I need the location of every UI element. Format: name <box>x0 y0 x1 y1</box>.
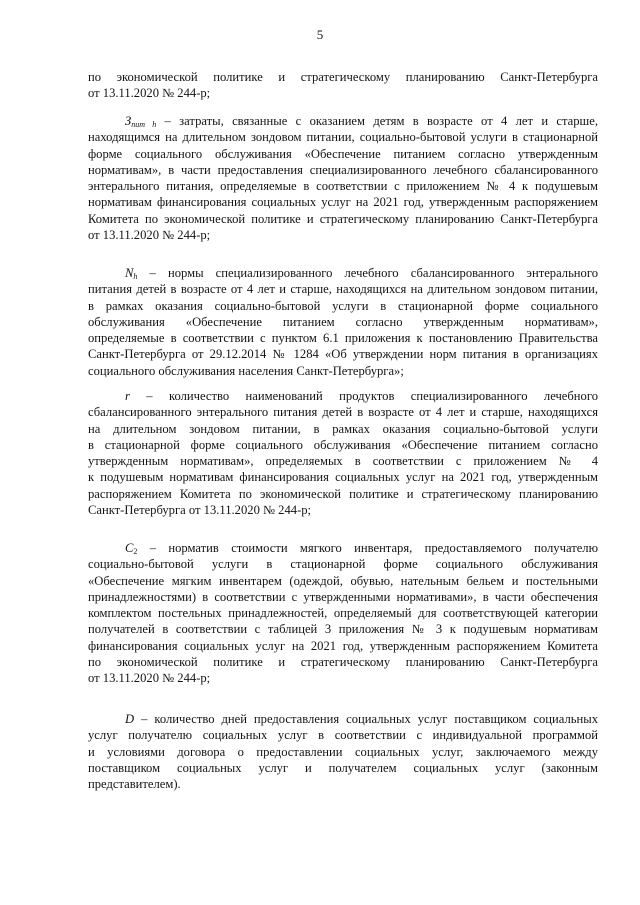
text-line: представителем). <box>88 777 181 792</box>
text-line: получателей в соответствии с таблицей 3 приложения № 3 к подушевым нормативам <box>88 622 598 637</box>
text-line: финансирования социальных услуг на 2021 год, утвержденным распоряжением Комитета <box>88 638 598 653</box>
symbol-variable: D <box>125 712 135 726</box>
text-line: социально-бытовой услуги в стационарной форме социального обслуживания <box>88 557 598 572</box>
symbol-variable: r <box>125 389 130 403</box>
text-line-content: – количество дней предоставления социальных услуг поставщиком социальных <box>134 712 598 726</box>
text-line-content: – затраты, связанные с оказанием детям в возрасте от 4 лет и старше, <box>156 114 598 128</box>
text-line: Санкт-Петербурга от 29.12.2014 № 1284 «Об утверждении норм питания в организациях <box>88 347 598 362</box>
text-line: от 13.11.2020 № 244-р; <box>88 228 211 243</box>
text-line: принадлежностями) в соответствии с утвержденными нормативами», в части обеспечения <box>88 589 598 604</box>
paragraph-feeding-costs <box>88 113 598 243</box>
page-number: 5 <box>316 27 324 42</box>
text-line: утвержденным нормативам», определяемых в соответствии с приложением № 4 <box>88 454 598 469</box>
text-line-content: – количество наименований продуктов специализированного лечебного <box>129 389 598 403</box>
text-line <box>88 265 598 281</box>
text-line: находящимся на длительном зондовом питании, социально-бытовой услуги в стационарной <box>88 130 598 145</box>
paragraph-soft-inventory <box>88 540 598 687</box>
paragraph-nutrition-norms <box>88 265 598 379</box>
text-line: по экономической политике и стратегическому планированию Санкт-Петербурга <box>88 655 598 670</box>
paragraph-days-count <box>88 711 598 792</box>
text-line: питания детей в возрасте от 4 лет и старше, находящихся на длительном зондовом питании, <box>88 282 598 297</box>
symbol-subscript: 2 <box>133 547 138 556</box>
text-line: по экономической политике и стратегическому планированию Санкт-Петербурга <box>88 70 598 84</box>
symbol-variable: C <box>125 541 134 555</box>
text-line: и условиями договора о предоставлении социальных услуг, заключаемого между <box>88 744 598 759</box>
text-line: в стационарной форме социального обслуживания «Обеспечение питанием согласно <box>88 437 598 452</box>
text-line: форме социального обслуживания «Обеспечение питанием согласно утвержденным <box>88 146 598 161</box>
text-line: «Обеспечение мягким инвентарем (одеждой, обувью, нательным бельем и постельными <box>88 573 598 588</box>
text-line <box>88 711 598 727</box>
text-line-content: – норматив стоимости мягкого инвентаря, предоставляемого получателю <box>137 541 598 555</box>
text-line: на длительном зондовом питании, в рамках оказания социально-бытовой услуги <box>88 421 598 436</box>
text-line: Комитета по экономической политике и стратегическому планированию Санкт-Петербурга <box>88 211 598 226</box>
text-line <box>88 113 598 129</box>
text-line <box>88 388 598 404</box>
symbol-subscript: h <box>133 272 138 281</box>
text-line: обслуживания «Обеспечение питанием согласно утвержденным нормативам», <box>88 314 598 329</box>
symbol-variable: N <box>125 266 134 280</box>
text-line: в рамках оказания социально-бытовой услуги в стационарной форме социального <box>88 298 598 313</box>
text-line: к подушевым нормативам финансирования социальных услуг на 2021 год, утвержденным <box>88 470 598 485</box>
text-line-content: – нормы специализированного лечебного сбалансированного энтерального <box>137 266 598 280</box>
symbol-variable: З <box>125 114 132 128</box>
text-line: социального обслуживания населения Санкт-Петербурга»; <box>88 363 404 378</box>
text-line: распоряжением Комитета по экономической политике и стратегическому планированию <box>88 486 598 501</box>
paragraph-product-count <box>88 388 598 518</box>
text-line: энтерального питания, определяемые в соответствии с приложением № 4 к подушевым <box>88 179 598 194</box>
text-line: нормативам финансирования социальных услуг на 2021 год, утвержденным распоряжением <box>88 195 598 210</box>
paragraph-continuation <box>88 69 598 102</box>
text-line: услуг получателю социальных услуг в соответствии с индивидуальной программой <box>88 728 598 743</box>
text-line: от 13.11.2020 № 244-р; <box>88 671 211 686</box>
text-line: определяемые в соответствии с пунктом 6.1 приложения к постановлению Правительства <box>88 331 598 346</box>
symbol-subscript: пит h <box>131 120 157 129</box>
text-line: сбалансированного энтерального питания детей в возрасте от 4 лет и старше, находящихся <box>88 405 598 420</box>
text-line: от 13.11.2020 № 244-р; <box>88 86 211 101</box>
text-line: нормативам», в части предоставления специализированного лечебного сбалансированного <box>88 162 598 177</box>
text-line: Санкт-Петербурга от 13.11.2020 № 244-р; <box>88 503 312 518</box>
text-line: поставщиком социальных услуг и получателем социальных услуг (законным <box>88 760 598 775</box>
text-line: комплектом постельных принадлежностей, определяемый для соответствующей категории <box>88 606 598 621</box>
text-line <box>88 540 598 556</box>
